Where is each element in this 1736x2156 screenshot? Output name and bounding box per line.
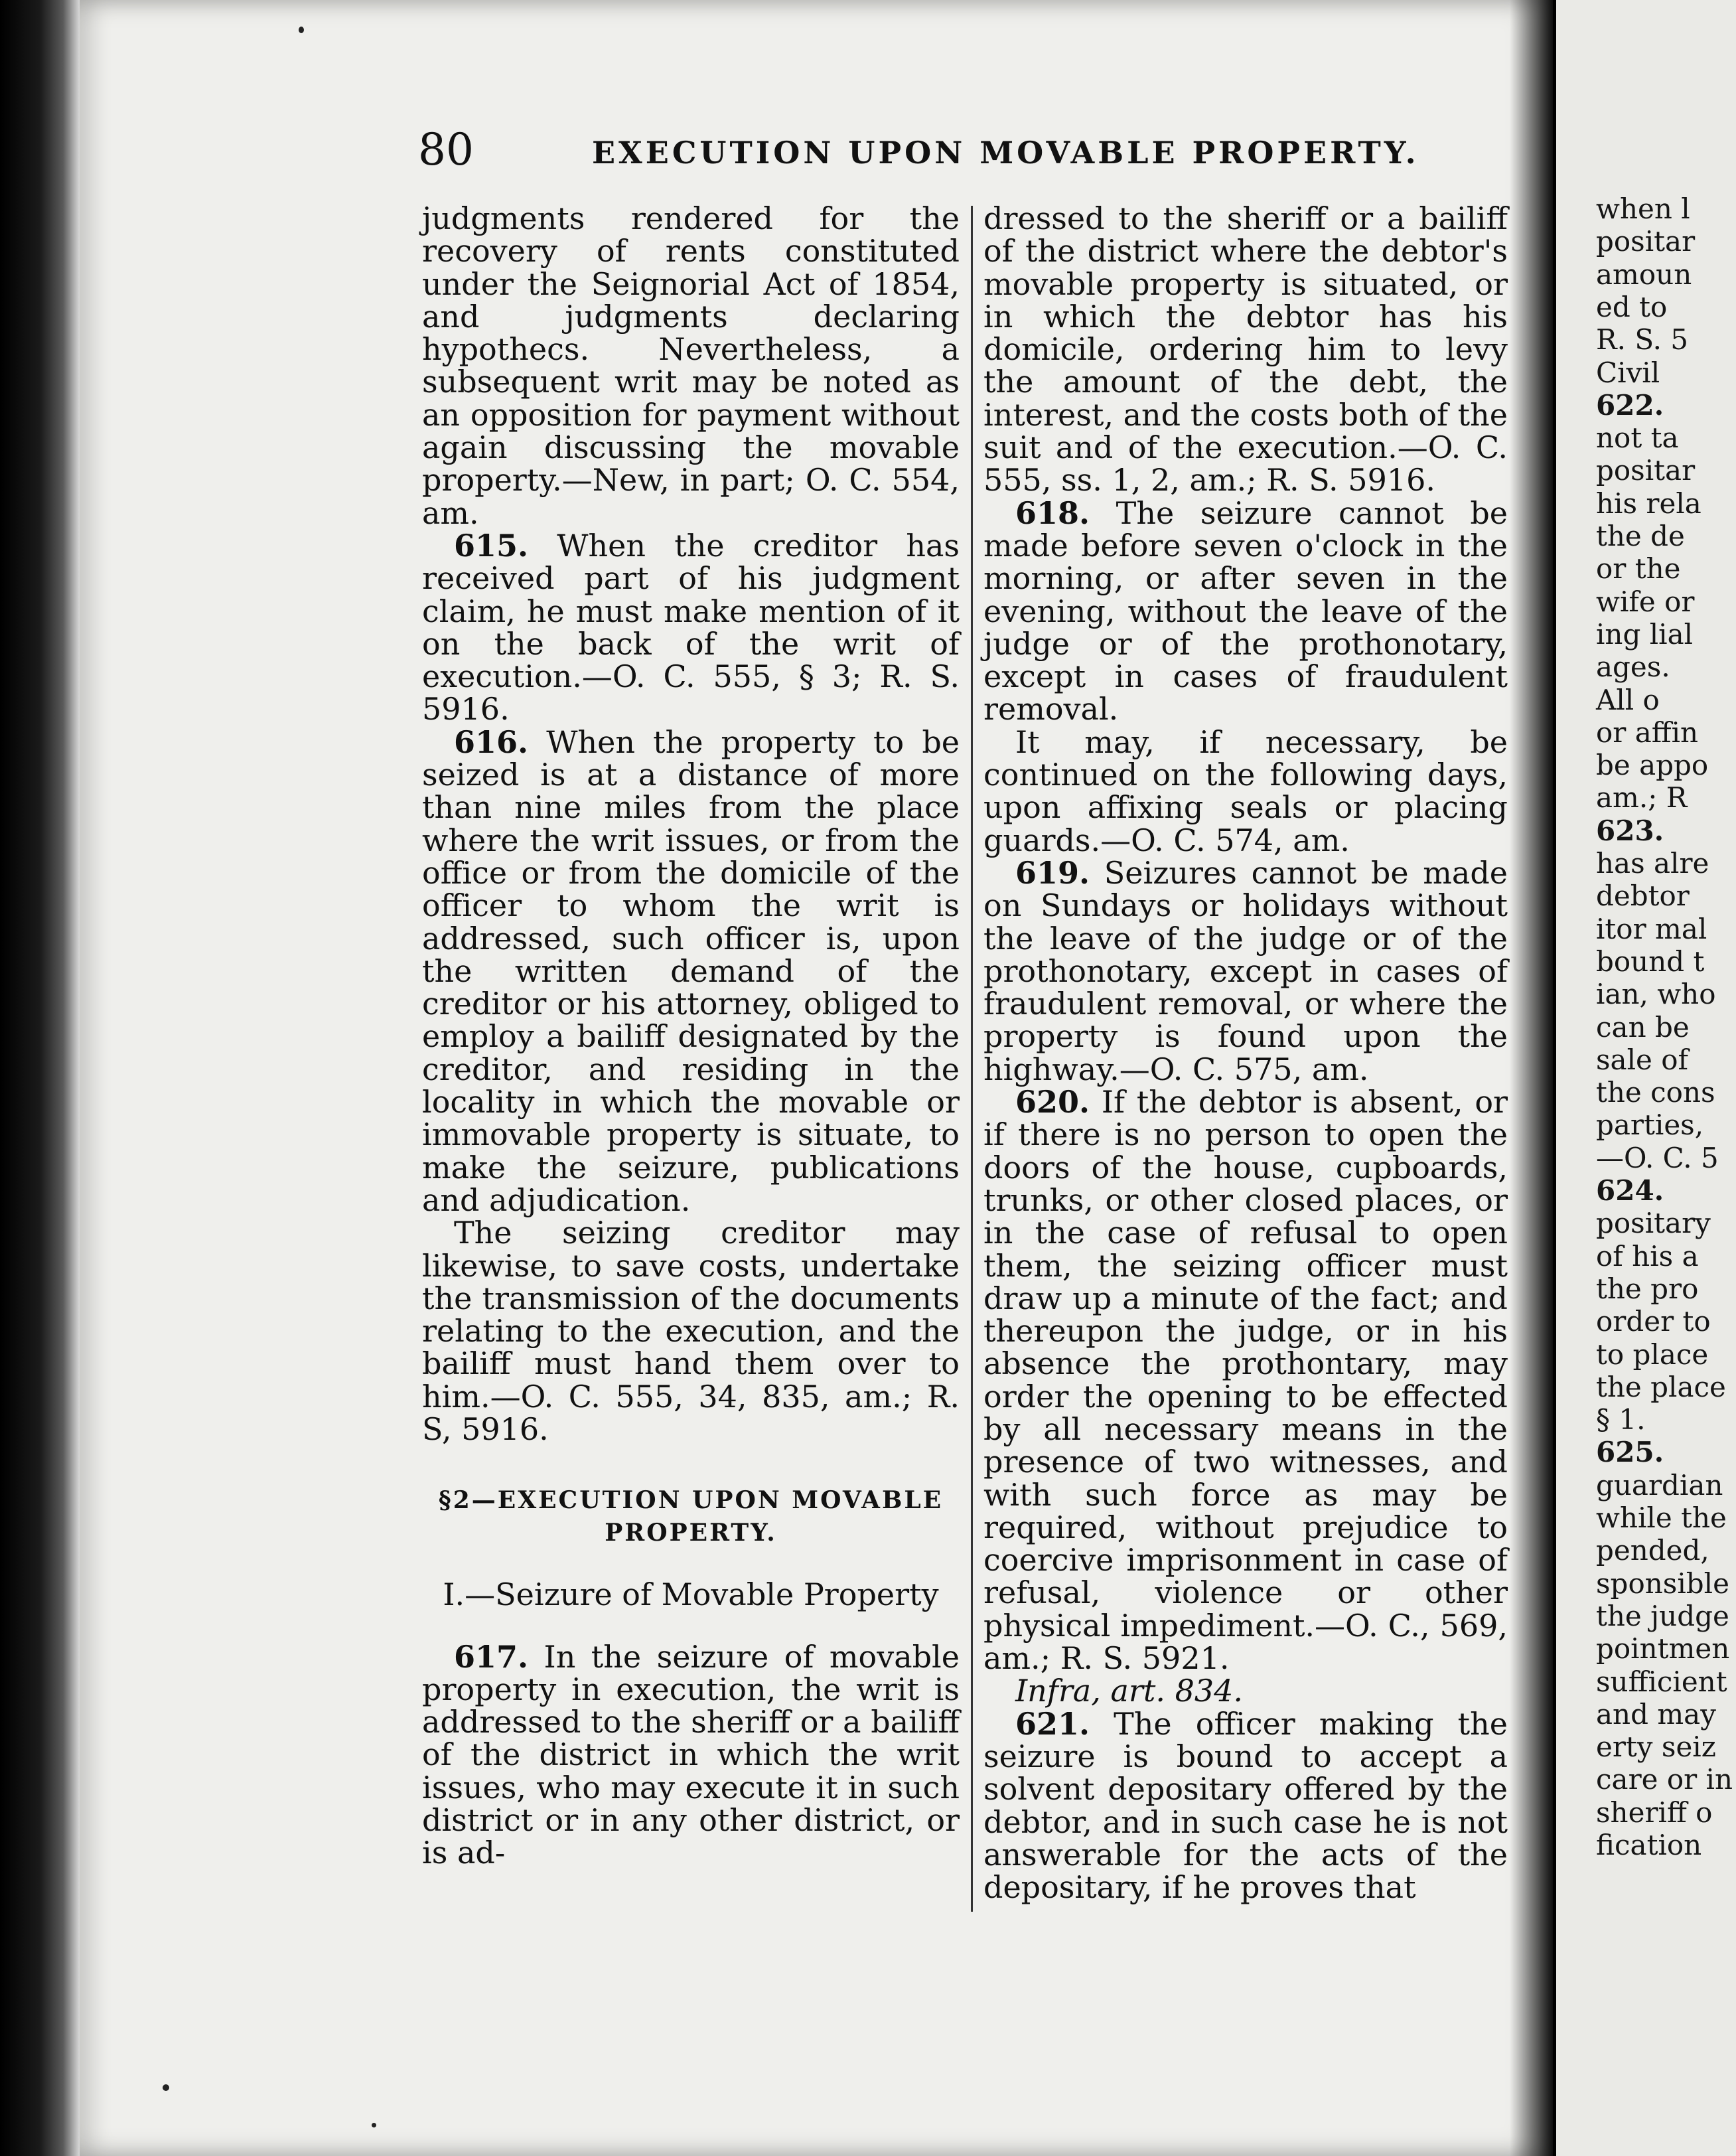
adjacent-page-line: 622. — [1596, 388, 1664, 422]
adjacent-page-line: Civil — [1596, 356, 1660, 389]
adjacent-page-line: or the — [1596, 552, 1681, 585]
paragraph: The seizing creditor may likewise, to save costs, undertake the transmission of the documents relating to the execution, and the bailiff must hand them over to him.—O. C. 555, 34, 835, am.; R. S, 5916. — [422, 1215, 960, 1447]
adjacent-page-line: positar — [1596, 454, 1696, 487]
article-number: 616. — [454, 724, 529, 760]
left-column — [422, 202, 960, 1928]
adjacent-page-line: pointmen — [1596, 1632, 1730, 1665]
article-620 — [983, 1086, 1508, 1675]
adjacent-page-line: 625. — [1596, 1436, 1664, 1469]
scan-speck — [299, 27, 304, 33]
running-head: EXECUTION UPON MOVABLE PROPERTY. — [592, 135, 1419, 171]
article-617 — [422, 1638, 960, 1871]
adjacent-page-line: care or in — [1596, 1763, 1733, 1796]
article-text: The seizure cannot be made before seven o'clock in the morning, or after seven in the evening, without the leave of the judge or of the prothonotary, except in cases of fraudulent removal. — [983, 495, 1508, 728]
adjacent-page-line: when l — [1596, 193, 1690, 225]
article-text: When the property to be seized is at a distance of more than nine miles from the place where the writ issues, or from the office or from the domicile of the officer to whom the writ is addressed, such officer is, upon the written demand of the creditor or his attorney, obliged to employ a bailiff designated by the creditor, and residing in the locality in which the movable or immovable property is situate, to make the seizure, publications and adjudication. — [422, 724, 960, 1218]
adjacent-page-line: while the — [1596, 1502, 1727, 1534]
adjacent-page-line: sufficient — [1596, 1665, 1727, 1698]
article-number: 617. — [454, 1638, 529, 1675]
cross-reference-text: Infra, art. 834. — [1015, 1673, 1244, 1709]
article-616 — [422, 726, 960, 1217]
scan-edge — [0, 0, 80, 2156]
article-number: 615. — [454, 527, 529, 564]
adjacent-page-line: the de — [1596, 520, 1685, 552]
adjacent-page-line: am.; R — [1596, 781, 1688, 814]
adjacent-page-line: wife or — [1596, 585, 1695, 618]
article-618 — [983, 497, 1508, 726]
adjacent-page-line: guardian — [1596, 1468, 1723, 1502]
adjacent-page-line: not ta — [1596, 422, 1679, 455]
article-number: 621. — [1015, 1705, 1090, 1742]
article-619 — [983, 854, 1508, 1087]
article-number: 620. — [1015, 1084, 1090, 1120]
adjacent-page-line: § 1. — [1596, 1403, 1646, 1436]
adjacent-page-line: debtor — [1596, 880, 1690, 913]
page-header — [340, 116, 1419, 183]
article-621 — [983, 1705, 1508, 1906]
gutter-shadow — [1510, 0, 1556, 2156]
article-number: 618. — [1015, 495, 1090, 531]
adjacent-page-line: 623. — [1596, 814, 1664, 847]
adjacent-page-line: sponsible — [1596, 1567, 1729, 1600]
adjacent-page-line: erty seiz — [1596, 1731, 1716, 1764]
paragraph: judgments rendered for the recovery of rents constituted under the Seignorial Act of 1854, and judgments declaring hypothecs. Nevertheless, a subsequent writ may be noted as an opposition for payment without again discussing the movable property.—New, in part; O. C. 554, am. — [422, 200, 960, 531]
adjacent-page-line: fication — [1596, 1829, 1702, 1861]
adjacent-page-line: ing lial — [1596, 617, 1694, 651]
cross-reference — [983, 1675, 1508, 1707]
adjacent-page-line: the place — [1596, 1370, 1726, 1403]
adjacent-page-line: All o — [1596, 683, 1660, 716]
scan-speck — [372, 2123, 376, 2127]
article-text: In the seizure of movable property in execution, the writ is addressed to the sheriff or a bailiff of the district in which the writ issues, who may execute it in such district or in any other district, or is ad- — [422, 1638, 960, 1871]
scan-speck — [163, 2084, 169, 2091]
article-615 — [422, 527, 960, 728]
article-text: When the creditor has received part of his judgment claim, he must make mention of it on the back of the writ of execution.—O. C. 555, § 3; R. S. 5916. — [422, 527, 960, 728]
adjacent-page-line: to place — [1596, 1338, 1709, 1371]
adjacent-page-line: parties, — [1596, 1109, 1704, 1142]
right-column — [983, 202, 1508, 1928]
adjacent-page-line: or affin — [1596, 716, 1699, 749]
adjacent-page-line: bound t — [1596, 945, 1705, 978]
adjacent-page-line: —O. C. 5 — [1596, 1141, 1719, 1174]
adjacent-page-line: R. S. 5 — [1596, 323, 1689, 356]
article-text: If the debtor is absent, or if there is no person to open the doors of the house, cupboards, trunks, or other closed places, or in the case of refusal to open them, the seizing officer must draw up a minute of the fact; and thereupon the judge, or in his absence the prothontary, may order the opening to be effected by all necessary means in the presence of two witnesses, and with such force as may be required, without prejudice to coercive imprisonment in case of refusal, violence or other physical impediment.—O. C., 569, am.; R. S. 5921. — [983, 1084, 1508, 1677]
subsection-heading: I.—Seizure of Movable Property — [443, 1577, 939, 1613]
adjacent-page-line: and may — [1596, 1697, 1716, 1731]
adjacent-page-line: pended, — [1596, 1534, 1709, 1567]
adjacent-page-line: positary — [1596, 1207, 1711, 1240]
article-number: 619. — [1015, 854, 1090, 891]
adjacent-page-line: can be — [1596, 1010, 1690, 1043]
adjacent-page-line: order to — [1596, 1305, 1711, 1338]
section-heading: §2—EXECUTION UPON MOVABLE PROPERTY. — [438, 1486, 944, 1547]
adjacent-page-line: sheriff o — [1596, 1796, 1713, 1829]
adjacent-page-line: ian, who — [1596, 978, 1716, 1011]
adjacent-page-line: amoun — [1596, 258, 1692, 291]
article-text: The officer making the seizure is bound to accept a solvent depositary offered by the debtor, and in such case he is not answerable for the acts of the depositary, if he proves that — [983, 1705, 1508, 1906]
adjacent-page-line: ed to — [1596, 290, 1668, 323]
page-number: 80 — [418, 124, 474, 175]
paragraph: It may, if necessary, be continued on the following days, upon affixing seals or placing guards.—O. C. 574, am. — [983, 724, 1508, 858]
adjacent-page-line: 624. — [1596, 1174, 1664, 1207]
adjacent-page-line: of his a — [1596, 1239, 1699, 1272]
article-text: Seizures cannot be made on Sundays or holidays without the leave of the judge or of the prothonotary, except in cases of fraudulent removal, or where the property is found upon the highway.—O. C. 575, am. — [983, 854, 1508, 1087]
adjacent-page-line: his rela — [1596, 487, 1701, 520]
adjacent-page-line: the judge — [1596, 1599, 1729, 1632]
adjacent-page-line: itor mal — [1596, 912, 1707, 945]
paragraph: dressed to the sheriff or a bailiff of the district where the debtor's movable property is situated, or in which the debtor has his domicile, ordering him to levy the amount of the debt, the interest, and the costs both of the suit and of the execution.—O. C. 555, ss. 1, 2, am.; R. S. 5916. — [983, 200, 1508, 499]
adjacent-page-line: sale of — [1596, 1043, 1689, 1076]
adjacent-page-line: ages. — [1596, 651, 1670, 684]
adjacent-page-line: be appo — [1596, 749, 1709, 782]
adjacent-page-line: has alre — [1596, 847, 1709, 880]
adjacent-page-fragment — [1556, 0, 1736, 2156]
adjacent-page-line: positar — [1596, 225, 1696, 258]
adjacent-page-line: the pro — [1596, 1272, 1699, 1305]
adjacent-page-line: the cons — [1596, 1076, 1715, 1109]
column-divider — [971, 206, 973, 1912]
